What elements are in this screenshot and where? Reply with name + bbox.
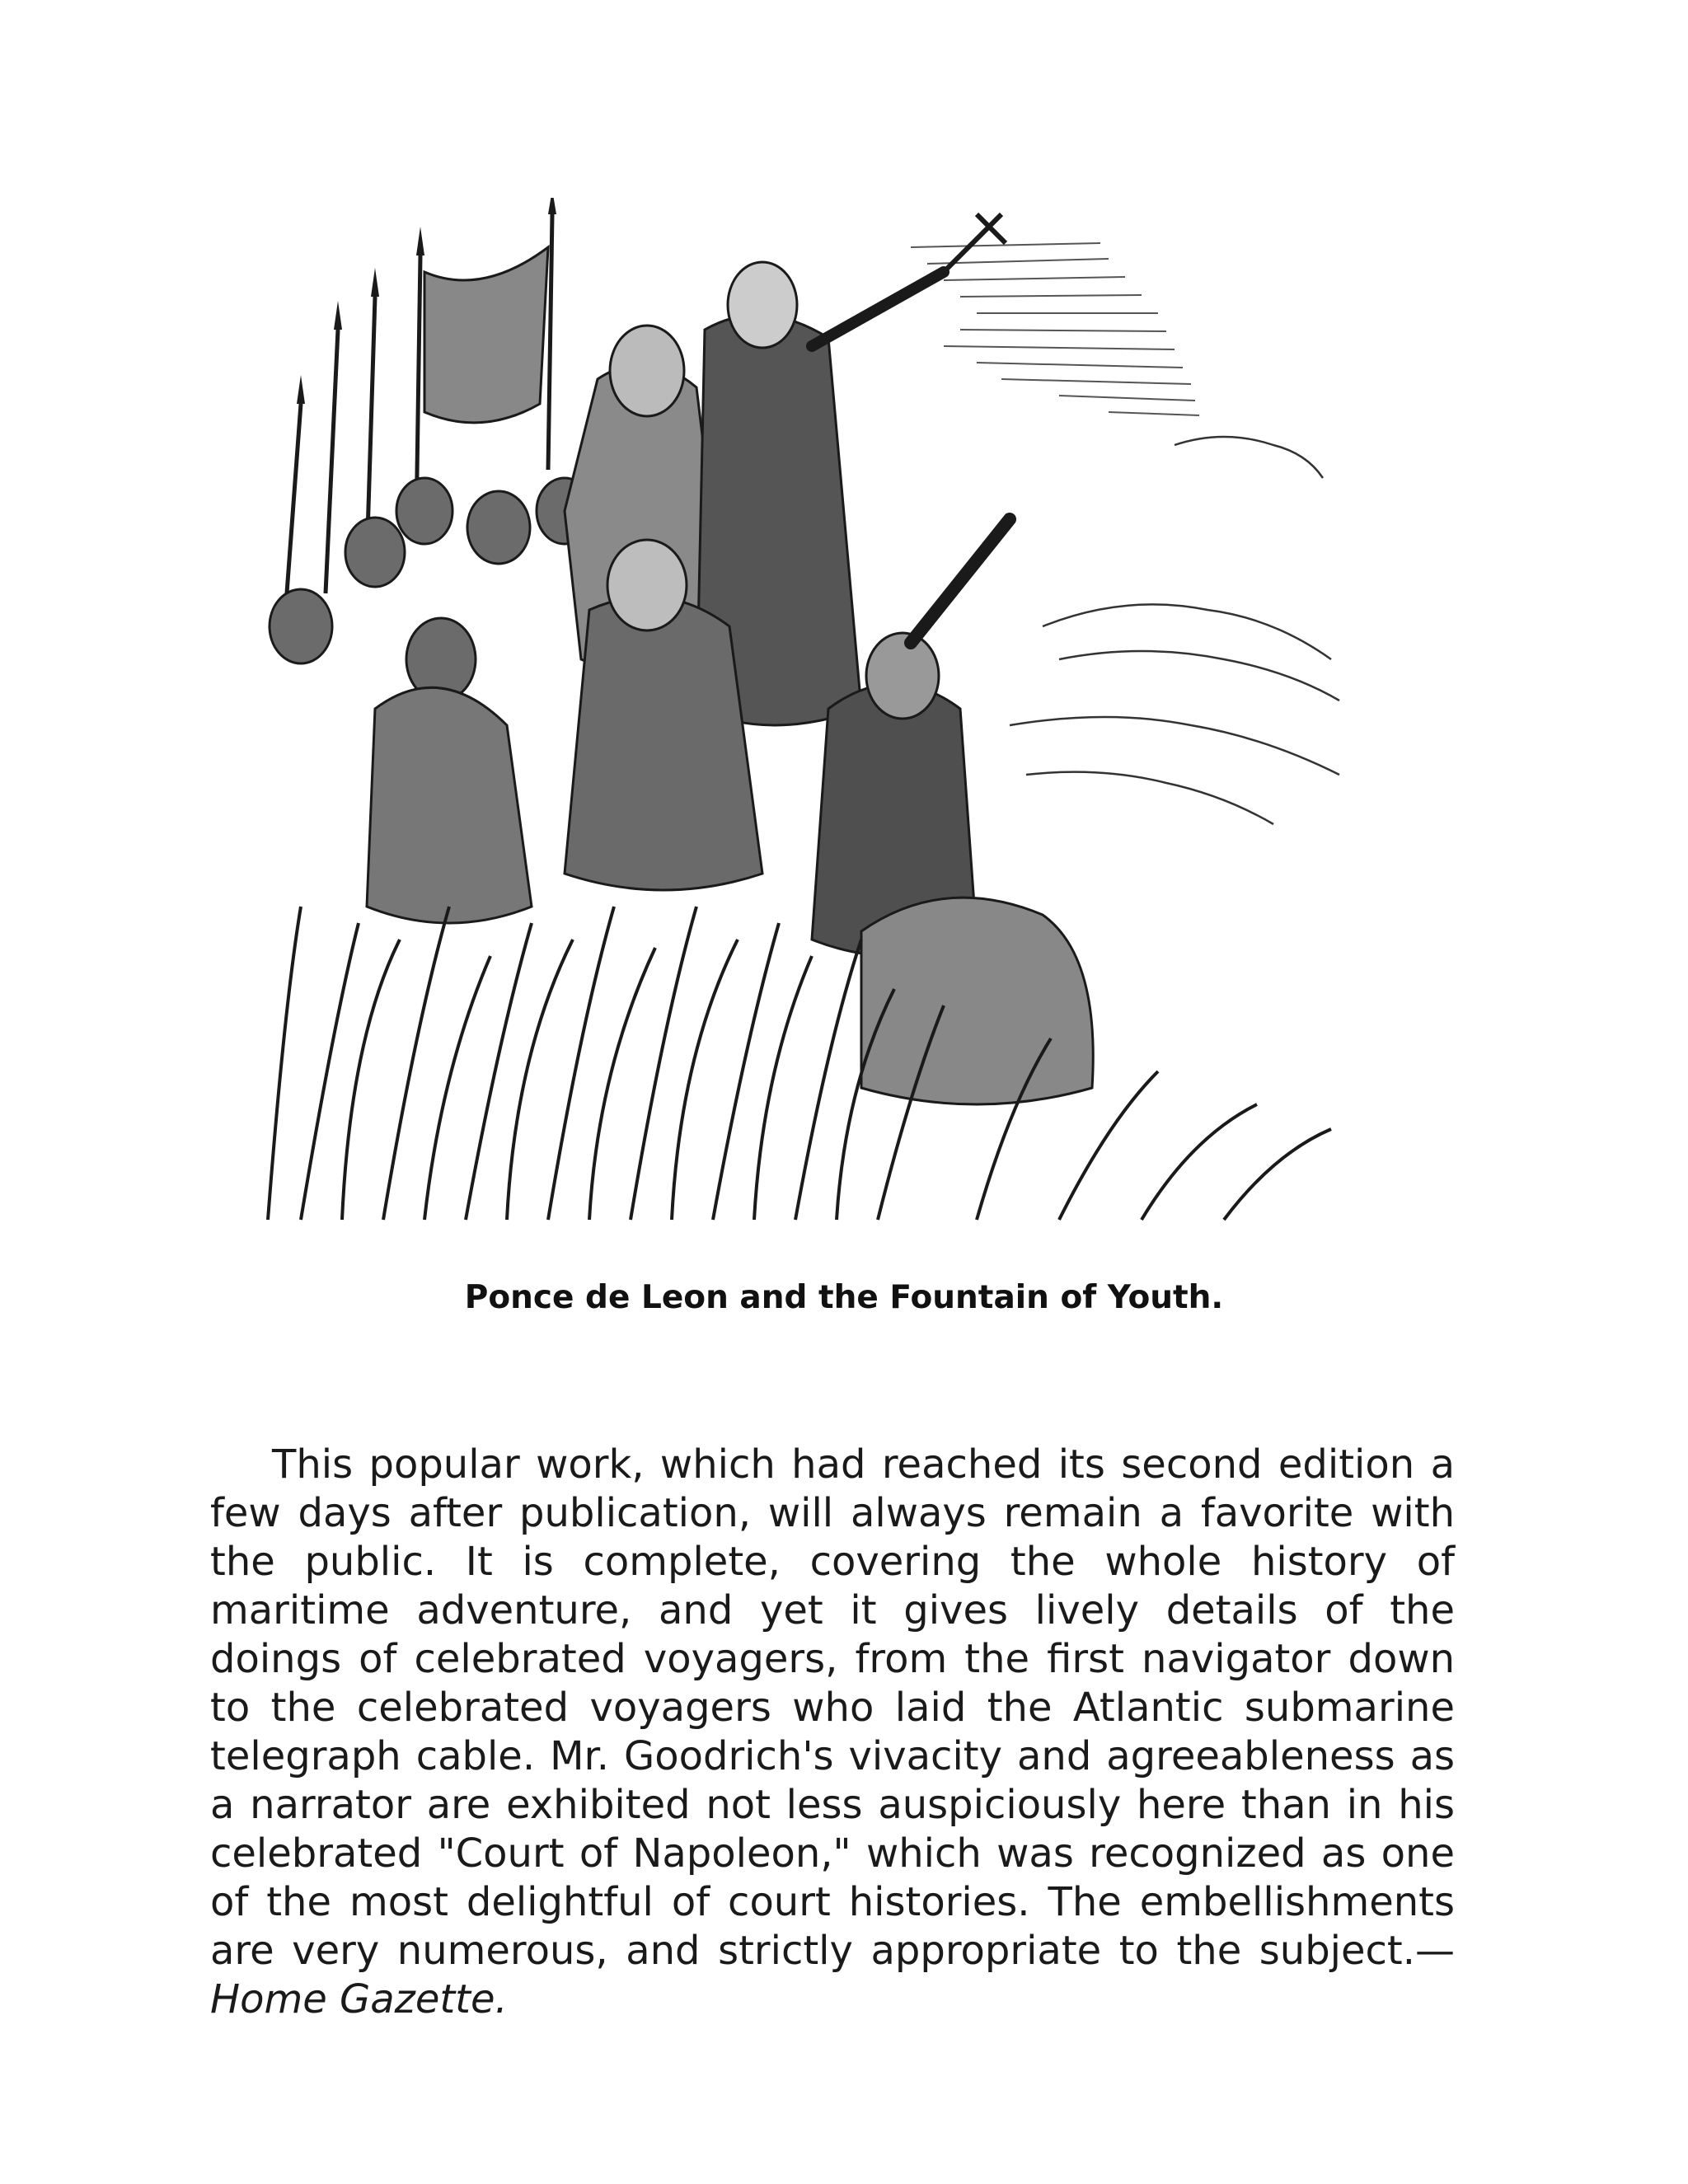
soldier-center-head bbox=[607, 540, 687, 630]
sky-hatching bbox=[911, 243, 1199, 415]
banner bbox=[424, 247, 548, 423]
engraving-illustration bbox=[235, 198, 1442, 1236]
review-paragraph bbox=[210, 1441, 1455, 2024]
grass bbox=[268, 907, 1331, 1220]
pointing-arm bbox=[911, 519, 1010, 643]
knight-head bbox=[610, 326, 684, 416]
priest-arm bbox=[812, 272, 944, 346]
distant-hills bbox=[1010, 437, 1339, 824]
engraving-svg bbox=[235, 198, 1442, 1236]
rock bbox=[861, 898, 1093, 1104]
illustration-caption: Ponce de Leon and the Fountain of Youth. bbox=[464, 1279, 1224, 1316]
review-text: This popular work, which had reached its second edition a few days after publication, will always remain a favorite with the public. It is complete, covering the whole history of maritime adventure, and yet it gives lively details of the doings of celebrated voyagers, from the first navigator down to the celebrated voyagers who laid the Atlantic submarine telegraph cable. Mr. Goodrich's vivacity and agreeableness as a narrator are exhibited not less auspiciously here than in his celebrated "Court of Napoleon," which was recognized as one of the most delightful of court histories. The embellishments are very numerous, and strictly appropriate to the subject.— bbox=[210, 1441, 1455, 1974]
raised-cross bbox=[944, 214, 1006, 272]
soldier-left bbox=[367, 687, 532, 923]
soldier-right-head bbox=[866, 633, 939, 719]
review-attribution: Home Gazette. bbox=[210, 1976, 508, 2022]
crowd bbox=[270, 478, 593, 701]
priest-head bbox=[728, 262, 797, 348]
